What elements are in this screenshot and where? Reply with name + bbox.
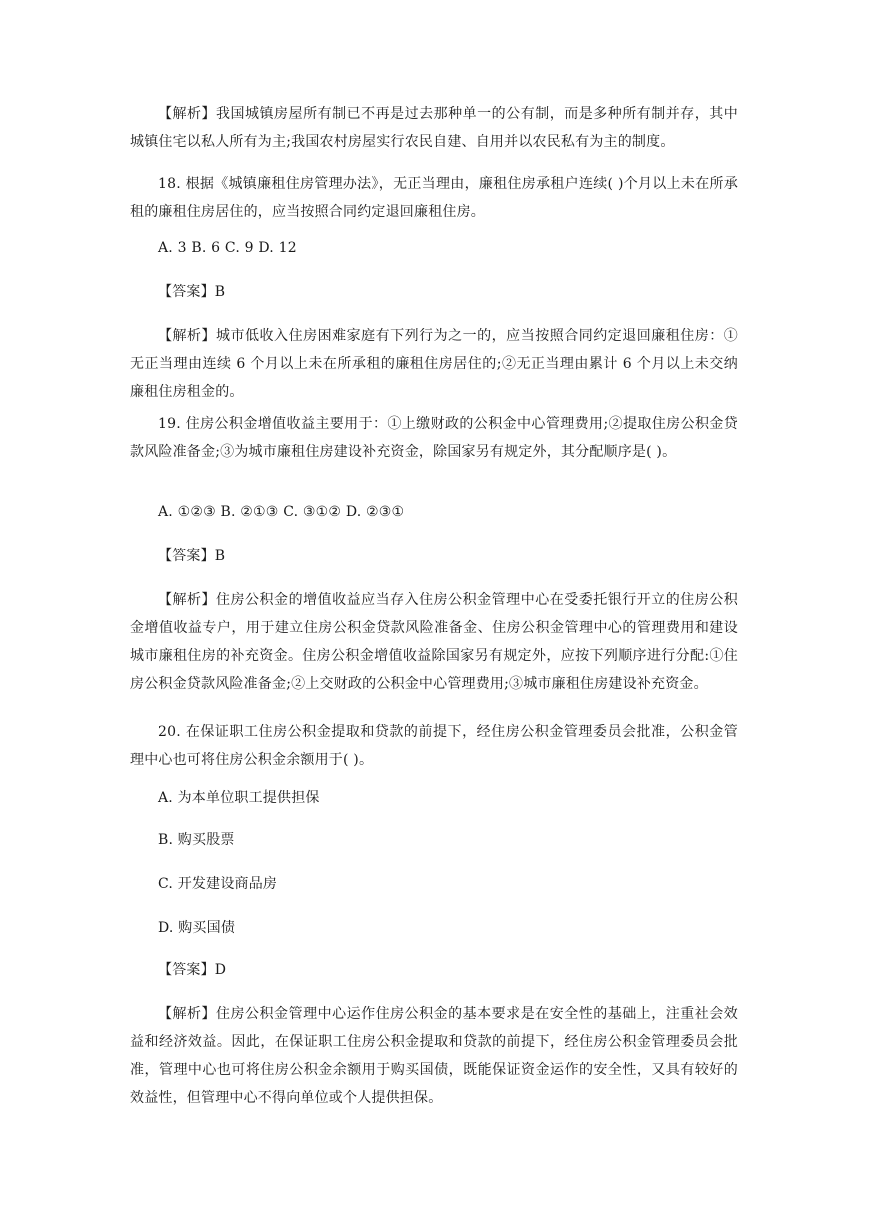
analysis-18: 【解析】城市低收入住房困难家庭有下列行为之一的，应当按照合同约定退回廉租住房：①无正当理由连续 6 个月以上未在所承租的廉租住房居住的;②无正当理由累计 6 个月以上未交纳廉租住房租金的。 [130, 328, 738, 400]
analysis-20: 【解析】住房公积金管理中心运作住房公积金的基本要求是在安全性的基础上，注重社会效益和经济效益。因此，在保证职工住房公积金提取和贷款的前提下，经住房公积金管理委员会批准，管理中心也可将住房公积金余额用于购买国债，既能保证资金运作的安全性，又具有较好的效益性，但管理中心不得向单位或个人提供担保。 [130, 1006, 738, 1106]
option-20-a: A. 为本单位职工提供担保 [158, 790, 320, 806]
question-19: 19. 住房公积金增值收益主要用于：①上缴财政的公积金中心管理费用;②提取住房公积金贷款风险准备金;③为城市廉租住房建设补充资金，除国家另有规定外，其分配顺序是( )。 [130, 416, 738, 460]
options-18: A. 3 B. 6 C. 9 D. 12 [158, 240, 297, 256]
option-20-d: D. 购买国债 [158, 920, 236, 936]
analysis-paragraph-17: 【解析】我国城镇房屋所有制已不再是过去那种单一的公有制，而是多种所有制并存，其中城镇住宅以私人所有为主;我国农村房屋实行农民自建、自用并以农民私有为主的制度。 [130, 106, 738, 150]
answer-20: 【答案】D [158, 962, 227, 978]
question-20: 20. 在保证职工住房公积金提取和贷款的前提下，经住房公积金管理委员会批准，公积金管理中心也可将住房公积金余额用于( )。 [130, 724, 738, 768]
options-19: A. ①②③ B. ②①③ C. ③①② D. ②③① [158, 504, 405, 520]
analysis-19: 【解析】住房公积金的增值收益应当存入住房公积金管理中心在受委托银行开立的住房公积金增值收益专户，用于建立住房公积金贷款风险准备金、住房公积金管理中心的管理费用和建设城市廉租住房的补充资金。住房公积金增值收益除国家另有规定外，应按下列顺序进行分配:①住房公积金贷款风险准备金;②上交财政的公积金中心管理费用;③城市廉租住房建设补充资金。 [130, 592, 738, 692]
option-20-c: C. 开发建设商品房 [158, 876, 278, 892]
option-20-b: B. 购买股票 [158, 832, 235, 848]
answer-19: 【答案】B [158, 548, 226, 564]
answer-18: 【答案】B [158, 284, 226, 300]
question-18: 18. 根据《城镇廉租住房管理办法》，无正当理由，廉租住房承租户连续( )个月以上未在所承租的廉租住房居住的，应当按照合同约定退回廉租住房。 [130, 176, 738, 220]
